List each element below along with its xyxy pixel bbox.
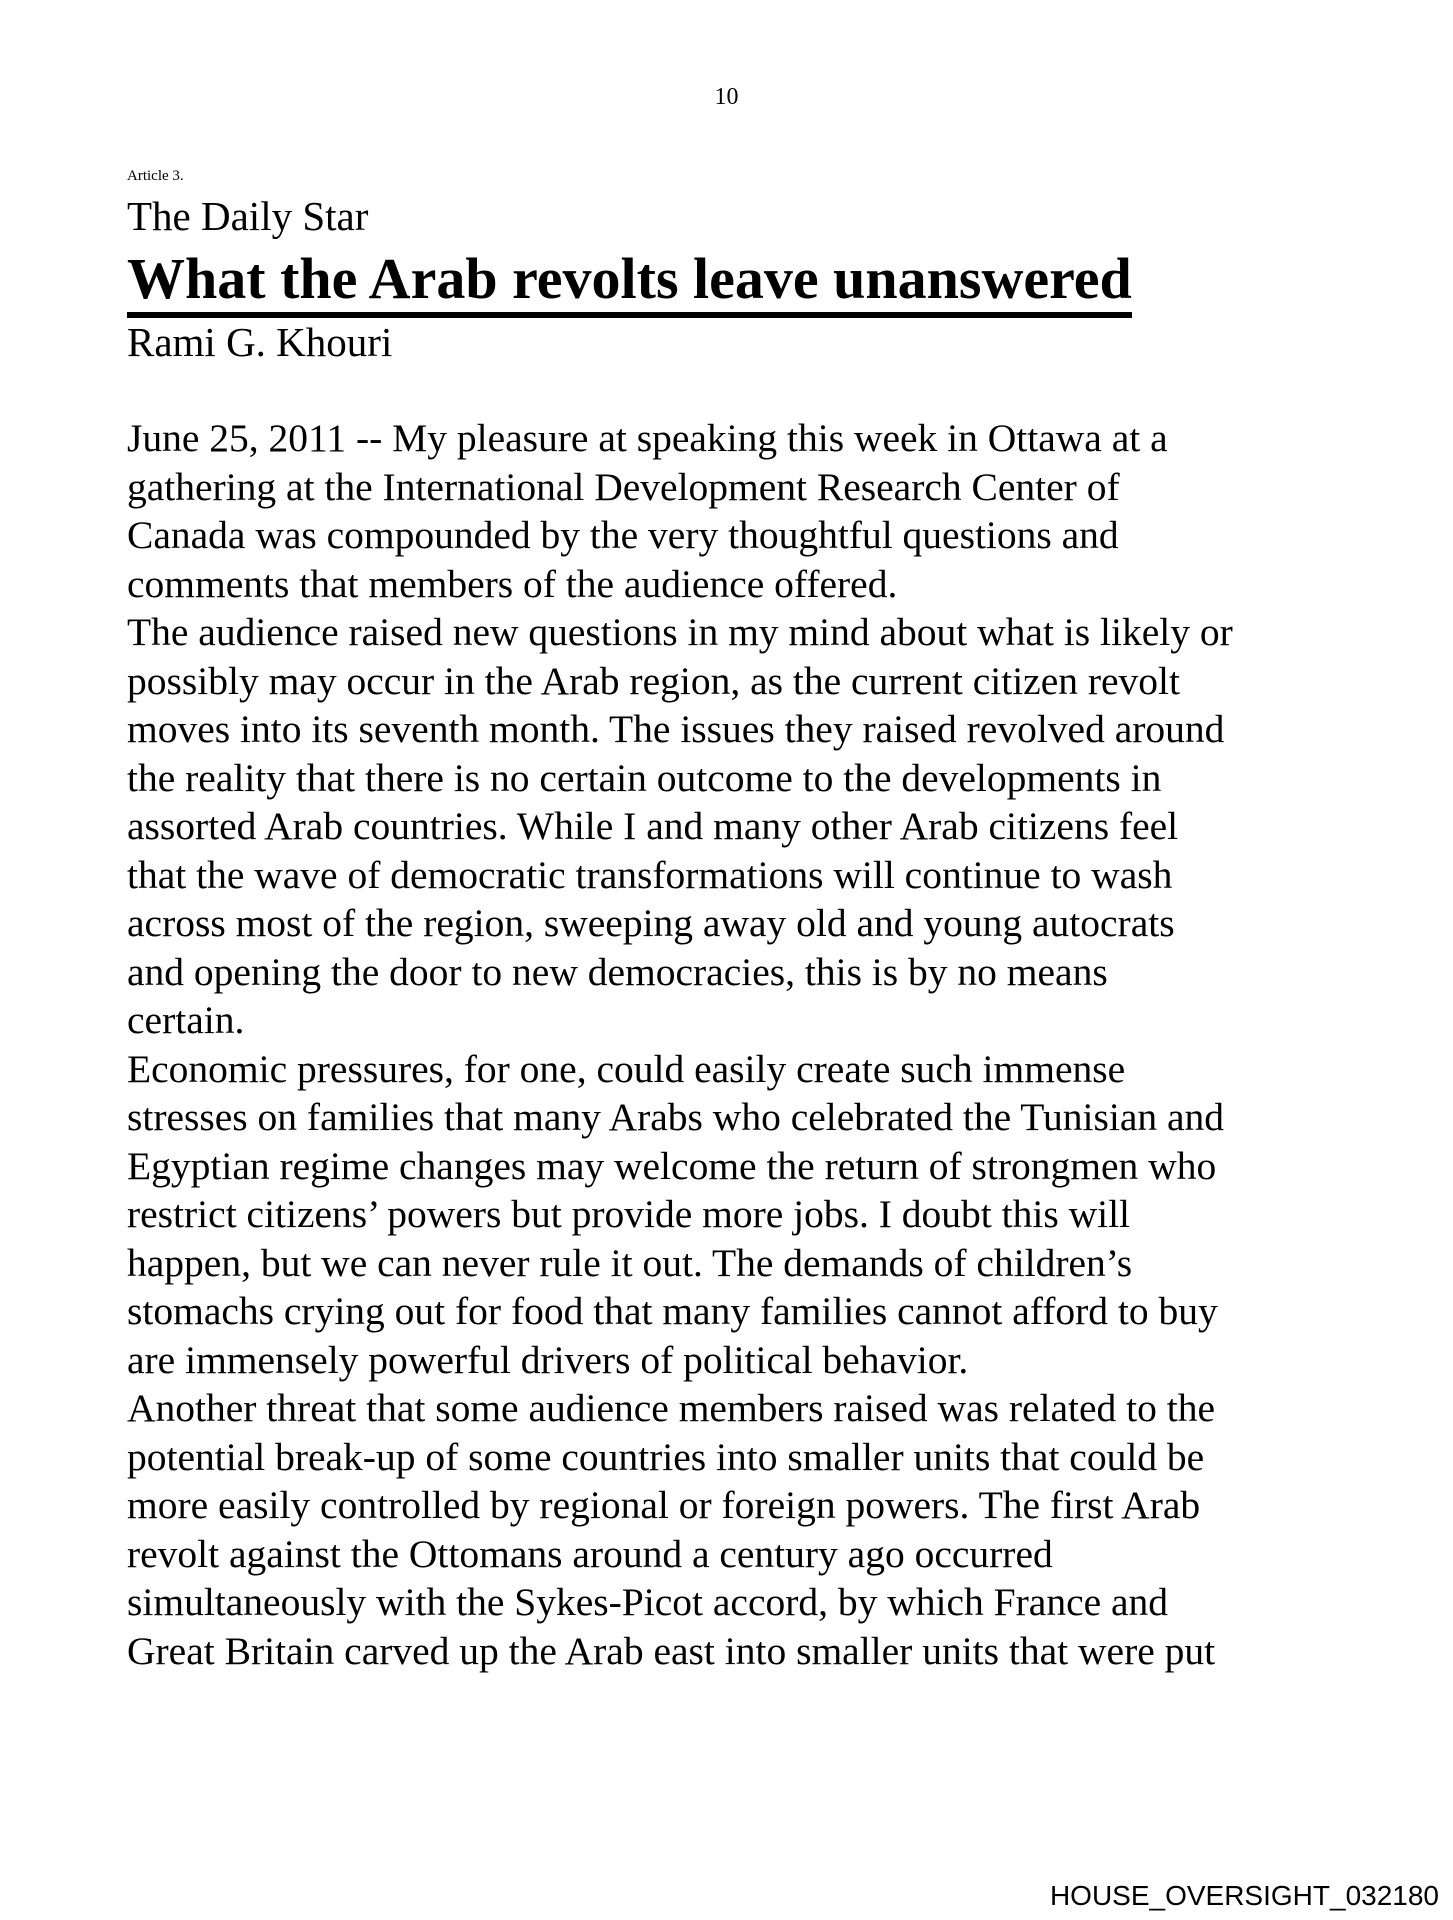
body-line: more easily controlled by regional or foreign powers. The first Arab (127, 1483, 1201, 1527)
body-line: are immensely powerful drivers of political behavior. (127, 1337, 969, 1382)
body-line: assorted Arab countries. While I and many other Arab citizens feel (127, 804, 1179, 848)
bates-stamp: HOUSE_OVERSIGHT_032180 (1049, 1880, 1439, 1911)
body-line: stresses on families that many Arabs who celebrated the Tunisian and (127, 1095, 1225, 1139)
page-number: 10 (714, 84, 739, 110)
author-byline: Rami G. Khouri (127, 319, 393, 365)
body-line: revolt against the Ottomans around a century ago occurred (127, 1531, 1053, 1576)
body-line: Another threat that some audience members raised was related to the (127, 1386, 1216, 1430)
body-line: across most of the region, sweeping away old and young autocrats (127, 901, 1175, 945)
body-line: simultaneously with the Sykes-Picot accord, by which France and (127, 1580, 1169, 1624)
body-line: Great Britain carved up the Arab east into smaller units that were put (127, 1628, 1216, 1673)
body-line: Egyptian regime changes may welcome the return of strongmen who (127, 1143, 1217, 1188)
publication-source: The Daily Star (127, 193, 369, 239)
article-label: Article 3. (127, 168, 184, 184)
body-line: comments that members of the audience offered. (127, 561, 898, 606)
body-line: Canada was compounded by the very thoughtful questions and (127, 513, 1119, 557)
headline: What the Arab revolts leave unanswered (127, 246, 1132, 318)
body-line: gathering at the International Development Research Center of (127, 464, 1120, 509)
body-line: happen, but we can never rule it out. The demands of children’s (127, 1240, 1133, 1285)
body-line: possibly may occur in the Arab region, as the current citizen revolt (127, 658, 1180, 703)
body-line: and opening the door to new democracies, this is by no means (127, 949, 1108, 994)
body-line: moves into its seventh month. The issues they raised revolved around (127, 707, 1225, 751)
body-line: potential break-up of some countries into smaller units that could be (127, 1434, 1205, 1479)
article-body (127, 414, 1337, 1675)
body-line: that the wave of democratic transformations will continue to wash (127, 852, 1173, 897)
body-line: restrict citizens’ powers but provide more jobs. I doubt this will (127, 1192, 1131, 1236)
body-line: June 25, 2011 -- My pleasure at speaking this week in Ottawa at a (127, 416, 1168, 460)
body-line: The audience raised new questions in my mind about what is likely or (127, 610, 1233, 654)
body-line: stomachs crying out for food that many families cannot afford to buy (127, 1289, 1218, 1333)
body-line: the reality that there is no certain outcome to the developments in (127, 755, 1162, 800)
body-line: certain. (127, 998, 245, 1042)
body-line: Economic pressures, for one, could easily create such immense (127, 1046, 1126, 1091)
